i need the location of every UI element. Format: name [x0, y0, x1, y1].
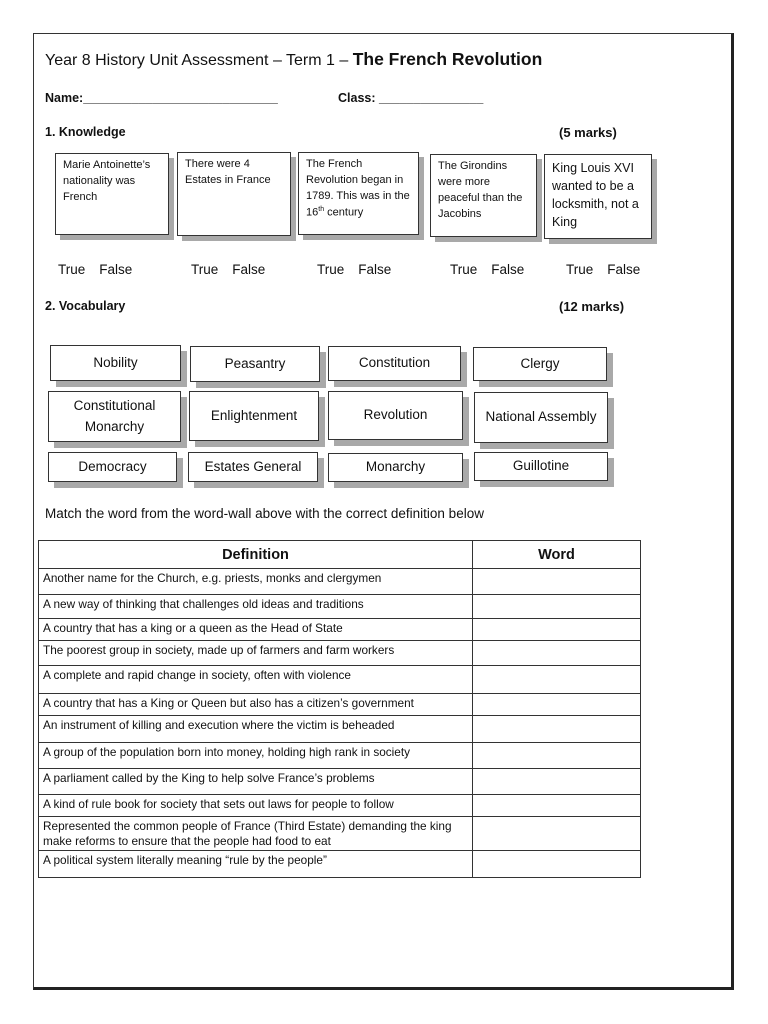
definition-cell: A political system literally meaning “rule by the people”: [39, 850, 473, 877]
knowledge-card-4: The Girondins were more peaceful than the Jacobins: [430, 154, 537, 237]
word-answer-cell[interactable]: [473, 619, 641, 641]
definition-cell: A new way of thinking that challenges old ideas and traditions: [39, 595, 473, 619]
definition-cell: A country that has a King or Queen but also has a citizen’s government: [39, 694, 473, 716]
definition-cell: A kind of rule book for society that sets out laws for people to follow: [39, 795, 473, 817]
word-card-revolution: Revolution: [328, 391, 463, 440]
table-row: [39, 850, 641, 877]
word-answer-cell[interactable]: [473, 569, 641, 595]
definition-cell: Represented the common people of France (Third Estate) demanding the king make reforms to ensure that the people had food to eat: [39, 817, 473, 851]
class-field-label: Class: _______________: [338, 91, 484, 105]
true-false-5[interactable]: True False: [566, 262, 641, 277]
word-answer-cell[interactable]: [473, 595, 641, 619]
true-false-4[interactable]: True False: [450, 262, 525, 277]
word-card-guillotine: Guillotine: [474, 452, 608, 481]
section-knowledge-marks: (5 marks): [559, 125, 617, 140]
word-card-constitutional-monarchy: Constitutional Monarchy: [48, 391, 181, 442]
definition-cell: A parliament called by the King to help solve France’s problems: [39, 769, 473, 795]
knowledge-card-5: King Louis XVI wanted to be a locksmith, not a King: [544, 154, 652, 239]
table-row: [39, 769, 641, 795]
definition-cell: A complete and rapid change in society, often with violence: [39, 666, 473, 694]
section-vocabulary-marks: (12 marks): [559, 299, 625, 314]
word-answer-cell[interactable]: [473, 641, 641, 666]
word-answer-cell[interactable]: [473, 666, 641, 694]
word-card-democracy: Democracy: [48, 452, 177, 482]
knowledge-card-3: The French Revolution began in 1789. This was in the 16th century: [298, 152, 419, 235]
section-vocabulary-heading: 2. Vocabulary: [45, 299, 126, 313]
word-card-nobility: Nobility: [50, 345, 181, 381]
word-answer-cell[interactable]: [473, 716, 641, 743]
word-answer-cell[interactable]: [473, 694, 641, 716]
definition-cell: The poorest group in society, made up of farmers and farm workers: [39, 641, 473, 666]
definition-cell: An instrument of killing and execution where the victim is beheaded: [39, 716, 473, 743]
word-answer-cell[interactable]: [473, 817, 641, 851]
table-row: [39, 694, 641, 716]
column-header-word: Word: [473, 541, 641, 569]
word-card-national-assembly: National Assembly: [474, 392, 608, 443]
table-row: [39, 817, 641, 851]
section-knowledge-heading: 1. Knowledge: [45, 125, 126, 139]
word-answer-cell[interactable]: [473, 769, 641, 795]
word-answer-cell[interactable]: [473, 743, 641, 769]
definitions-table: [38, 540, 641, 878]
matching-instruction: Match the word from the word-wall above with the correct definition below: [45, 506, 484, 521]
word-answer-cell[interactable]: [473, 795, 641, 817]
true-false-1[interactable]: True False: [58, 262, 133, 277]
word-card-monarchy: Monarchy: [328, 453, 463, 482]
table-row: [39, 595, 641, 619]
word-card-peasantry: Peasantry: [190, 346, 320, 382]
word-card-enlightenment: Enlightenment: [189, 391, 319, 441]
word-card-clergy: Clergy: [473, 347, 607, 381]
word-card-constitution: Constitution: [328, 346, 461, 381]
table-row: [39, 666, 641, 694]
table-row: [39, 619, 641, 641]
table-row: [39, 795, 641, 817]
column-header-definition: Definition: [39, 541, 473, 569]
definition-cell: A group of the population born into money, holding high rank in society: [39, 743, 473, 769]
page-title: Year 8 History Unit Assessment – Term 1 – The French Revolution: [45, 49, 543, 69]
true-false-3[interactable]: True False: [317, 262, 392, 277]
name-field-label: Name:____________________________: [45, 91, 278, 105]
table-row: [39, 569, 641, 595]
table-row: [39, 716, 641, 743]
table-header-row: [39, 541, 641, 569]
definition-cell: Another name for the Church, e.g. priests, monks and clergymen: [39, 569, 473, 595]
true-false-2[interactable]: True False: [191, 262, 266, 277]
table-row: [39, 743, 641, 769]
definition-cell: A country that has a king or a queen as the Head of State: [39, 619, 473, 641]
word-card-estates-general: Estates General: [188, 452, 318, 482]
knowledge-card-1: Marie Antoinette’s nationality was French: [55, 153, 169, 235]
table-row: [39, 641, 641, 666]
knowledge-card-2: There were 4 Estates in France: [177, 152, 291, 236]
word-answer-cell[interactable]: [473, 850, 641, 877]
